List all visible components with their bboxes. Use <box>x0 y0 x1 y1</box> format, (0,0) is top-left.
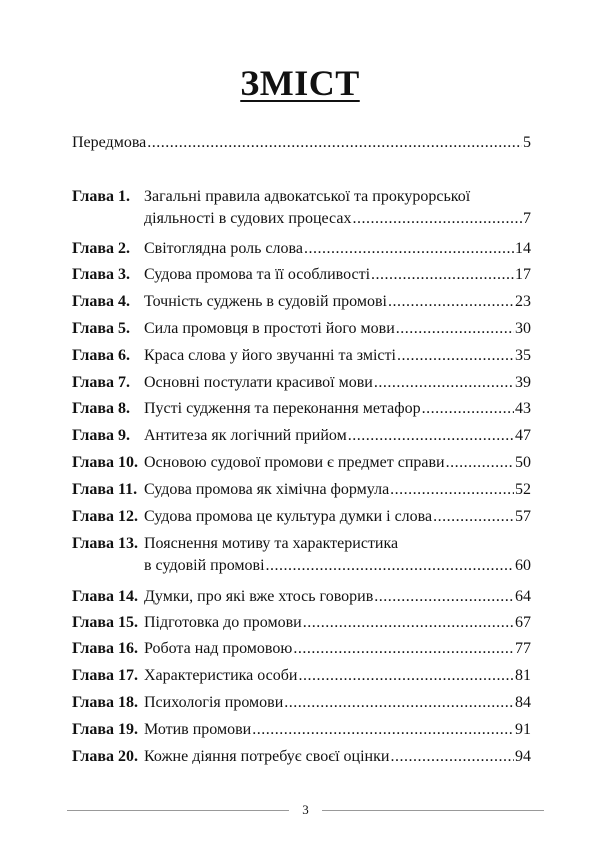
toc-entry-chapter-7[interactable] <box>72 372 531 394</box>
toc-page-number: 17 <box>515 266 531 283</box>
chapter-title: Психологія промови <box>144 694 284 711</box>
dot-leader <box>371 264 514 286</box>
dot-leader <box>147 132 522 154</box>
chapter-label: Глава 12. <box>72 508 138 525</box>
chapter-title: Краса слова у його звучанні та змісті <box>144 347 396 364</box>
chapter-title: Пусті судження та переконання метафор <box>144 400 421 417</box>
chapter-title: Пояснення мотиву та характеристика <box>144 535 399 552</box>
toc-entry-chapter-10[interactable] <box>72 452 531 474</box>
dot-leader <box>396 318 514 340</box>
chapter-label: Глава 19. <box>72 721 138 738</box>
chapter-title: Судова промова як хімічна формула <box>144 481 390 498</box>
toc-page-number: 81 <box>515 667 531 684</box>
toc-entry-title: Передмова <box>72 134 147 151</box>
toc-page-number: 35 <box>515 347 531 364</box>
chapter-label: Глава 18. <box>72 694 138 711</box>
dot-leader <box>446 452 514 474</box>
chapter-title: Робота над промовою <box>144 640 293 657</box>
chapter-title: в судовій промові <box>144 557 265 574</box>
toc-entry-preface[interactable] <box>72 132 531 154</box>
dot-leader <box>390 479 514 501</box>
toc-entry-chapter-4[interactable] <box>72 291 531 313</box>
toc-page-number: 94 <box>515 748 531 765</box>
chapter-title: Підготовка до промови <box>144 614 302 631</box>
chapter-title: Світоглядна роль слова <box>144 240 303 257</box>
dot-leader <box>397 345 514 367</box>
chapter-label: Глава 6. <box>72 347 130 364</box>
toc-entry-chapter-5[interactable] <box>72 318 531 340</box>
chapter-label: Глава 14. <box>72 588 138 605</box>
toc-entry-chapter-12[interactable] <box>72 506 531 528</box>
toc-page-number: 30 <box>515 320 531 337</box>
toc-page-number: 64 <box>515 588 531 605</box>
page-footer <box>0 800 600 820</box>
chapter-title: Думки, про які вже хтось говорив <box>144 588 374 605</box>
dot-leader <box>352 208 522 230</box>
chapter-label: Глава 15. <box>72 614 138 631</box>
toc-entry-chapter-13[interactable] <box>72 533 531 577</box>
dot-leader <box>422 398 514 420</box>
chapter-title: Сила промовця в простоті його мови <box>144 320 395 337</box>
toc-page-number: 43 <box>515 400 531 417</box>
toc-page-number: 52 <box>515 481 531 498</box>
chapter-label: Глава 17. <box>72 667 138 684</box>
toc-entry-chapter-3[interactable] <box>72 264 531 286</box>
chapter-title: Судова промова та її особливості <box>144 266 371 283</box>
toc-entry-chapter-17[interactable] <box>72 665 531 687</box>
dot-leader <box>266 555 514 577</box>
toc-page-number: 5 <box>523 134 531 151</box>
chapter-title: Точність суджень в судовій промові <box>144 293 387 310</box>
dot-leader <box>304 238 514 260</box>
chapter-title: Антитеза як логічний прийом <box>144 427 347 444</box>
toc-page-number: 14 <box>515 240 531 257</box>
chapter-label: Глава 8. <box>72 400 130 417</box>
chapter-label: Глава 1. <box>72 188 130 205</box>
chapter-label: Глава 3. <box>72 266 130 283</box>
dot-leader <box>374 372 514 394</box>
chapter-label: Глава 4. <box>72 293 130 310</box>
chapter-title: Судова промова це культура думки і слова <box>144 508 433 525</box>
chapter-title: Загальні правила адвокатської та прокурорської <box>144 188 471 205</box>
dot-leader <box>390 746 514 768</box>
toc-page-number: 50 <box>515 454 531 471</box>
chapter-label: Глава 13. <box>72 535 138 552</box>
toc-entry-chapter-19[interactable] <box>72 719 531 741</box>
chapter-title: Основні постулати красивої мови <box>144 374 373 391</box>
toc-page-number: 91 <box>515 721 531 738</box>
dot-leader <box>433 506 514 528</box>
chapter-title: Основою судової промови є предмет справи <box>144 454 445 471</box>
toc-page-number: 47 <box>515 427 531 444</box>
dot-leader <box>298 665 514 687</box>
dot-leader <box>293 638 514 660</box>
toc-entry-chapter-1[interactable] <box>72 186 531 230</box>
chapter-label: Глава 16. <box>72 640 138 657</box>
footer-rule-left <box>67 810 289 811</box>
dot-leader <box>388 291 514 313</box>
dot-leader <box>284 692 514 714</box>
toc-page-number: 84 <box>515 694 531 711</box>
chapter-label: Глава 2. <box>72 240 130 257</box>
toc-entry-chapter-15[interactable] <box>72 612 531 634</box>
toc-entry-chapter-20[interactable] <box>72 746 531 768</box>
chapter-label: Глава 20. <box>72 748 138 765</box>
toc-page-number: 7 <box>523 210 531 227</box>
toc-entry-chapter-18[interactable] <box>72 692 531 714</box>
chapter-label: Глава 10. <box>72 454 138 471</box>
dot-leader <box>348 425 514 447</box>
dot-leader <box>303 612 514 634</box>
dot-leader <box>374 586 514 608</box>
chapter-label: Глава 5. <box>72 320 130 337</box>
toc-entry-chapter-11[interactable] <box>72 479 531 501</box>
chapter-label: Глава 9. <box>72 427 130 444</box>
toc-page-number: 57 <box>515 508 531 525</box>
toc-page-number: 67 <box>515 614 531 631</box>
toc-entry-chapter-8[interactable] <box>72 398 531 420</box>
toc-page-number: 39 <box>515 374 531 391</box>
chapter-title: Кожне діяння потребує своєї оцінки <box>144 748 390 765</box>
toc-entry-chapter-14[interactable] <box>72 586 531 608</box>
chapter-title: Мотив промови <box>144 721 252 738</box>
toc-entry-chapter-2[interactable] <box>72 238 531 260</box>
chapter-title: діяльності в судових процесах <box>144 210 352 227</box>
toc-entry-chapter-16[interactable] <box>72 638 531 660</box>
toc-page-number: 77 <box>515 640 531 657</box>
toc-page-number: 60 <box>515 557 531 574</box>
toc-page-number: 23 <box>515 293 531 310</box>
footer-rule-right <box>322 810 544 811</box>
chapter-title: Характеристика особи <box>144 667 298 684</box>
chapter-label: Глава 7. <box>72 374 130 391</box>
page-title: ЗМІСТ <box>240 63 360 103</box>
toc-entry-chapter-6[interactable] <box>72 345 531 367</box>
toc-entry-chapter-9[interactable] <box>72 425 531 447</box>
page-number: 3 <box>302 802 309 817</box>
chapter-label: Глава 11. <box>72 481 138 498</box>
dot-leader <box>252 719 514 741</box>
